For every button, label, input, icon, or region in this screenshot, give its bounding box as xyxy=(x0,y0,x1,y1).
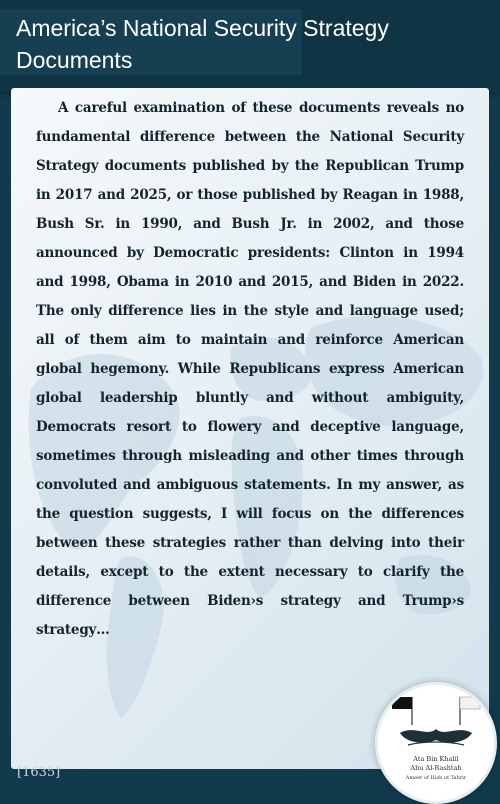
page-number: [1635] xyxy=(17,765,61,780)
emblem-name-line-2: Abu Al-Rashtah xyxy=(410,764,462,772)
emblem-role-line: Ameer of Hizb ut Tahrir xyxy=(405,775,467,781)
content-card xyxy=(11,88,489,769)
flags-icon xyxy=(378,685,494,801)
emblem-seal xyxy=(375,682,497,804)
article-body: A careful examination of these documents reveals no fundamental difference between the National Security Strategy documents published by the Republican Trump in 2017 and 2025, or those published by Reagan in 1988, Bush Sr. in 1990, and Bush Jr. in 2002, and those announced by Democratic presidents: Clinton in 1994 and 1998, Obama in 2010 and 2015, and Biden in 2022. The only difference lies in the style and language used; all of them aim to maintain and reinforce American global hegemony. While Republicans express American global leadership bluntly and without ambiguity, Democrats resort to flowery and deceptive language, sometimes through misleading and other times through convoluted and ambiguous statements. In my answer, as the question suggests, I will focus on the differences between these strategies rather than delving into their details, except to the extent necessary to clarify the difference between Biden›s strategy and Trump›s strategy… xyxy=(36,100,464,638)
emblem-name-line-1: Ata Bin Khalil xyxy=(413,755,459,763)
header-bar xyxy=(0,0,500,92)
page-title: America’s National Security Strategy Documents xyxy=(16,15,389,73)
